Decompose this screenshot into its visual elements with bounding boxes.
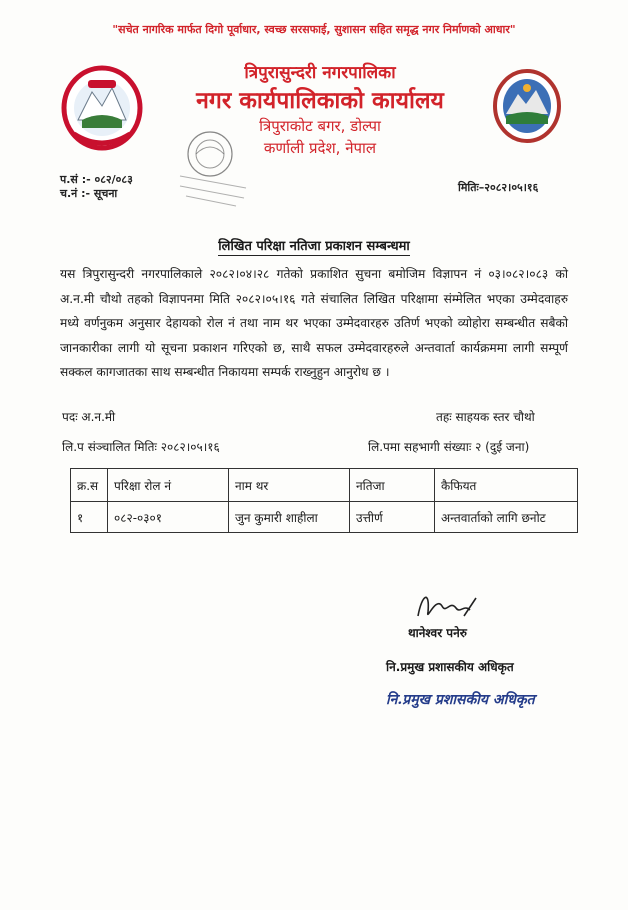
- signatory-title: नि.प्रमुख प्रशासकीय अधिकृत: [386, 660, 514, 674]
- participant-count: लि.पमा सहभागी संख्याः २ (दुई जना): [368, 440, 530, 454]
- notice-subject: लिखित परिक्षा नतिजा प्रकाशन सम्बन्धमा: [218, 239, 410, 254]
- header-result: नतिजा: [350, 469, 435, 502]
- nepal-emblem-icon: [58, 62, 146, 154]
- letter-date: मितिः–२०८२।०५।१६: [458, 181, 539, 194]
- handwritten-signature-icon: [412, 586, 482, 626]
- office-name: नगर कार्यपालिकाको कार्यालय: [196, 88, 444, 114]
- cell-roll: ०८२-०३०१: [108, 502, 229, 533]
- title-stamp: नि.प्रमुख प्रशासकीय अधिकृत: [386, 692, 535, 708]
- dispatch-number: च.नं :- सूचना: [60, 187, 118, 200]
- table-header-row: [71, 469, 578, 502]
- address-line-1: त्रिपुराकोट बगर, डोल्पा: [259, 117, 381, 135]
- notice-body: यस त्रिपुरासुन्दरी नगरपालिकाले २०८२।०४।२८ गतेको प्रकाशित सुचना बमोजिम विज्ञापन नं ०३।०८२।०८३ को अ.न.मी चौथो तहको विज्ञापनमा मिति २०८२।०५।१६ गते संचालित लिखित परिक्षामा संम्मेलित भएका उम्मेदवाहरु मध्ये वर्णनुकम अनुसार देहायको रोल नं तथा नाम थर भएका उम्मेदवारहरु उतिर्ण भएको व्योहोरा सम्बन्धीत सबैको जानकारीका लागी यो सूचना प्रकाशन गरिएको छ, साथै सफल उम्मेदवारहरुले अन्तवार्ता कार्यक्रममा लागी सम्पूर्ण सक्कल कागजातका साथ सम्बन्धीत निकायमा सम्पर्क राख्नुहुन आनुरोध छ ।: [60, 267, 568, 379]
- table-row: [71, 502, 578, 533]
- header-roll: परिक्षा रोल नं: [108, 469, 229, 502]
- post-label: पदः अ.न.मी: [62, 410, 116, 424]
- municipality-motto: "सचेत नागरिक मार्फत दिगो पूर्वाधार, स्वच्छ सरसफाई, सुशासन सहित समृद्ध नगर निर्माणको आधार": [112, 23, 516, 36]
- results-table: [70, 468, 578, 533]
- cell-name: जुन कुमारी शाहीला: [229, 502, 350, 533]
- municipality-name: त्रिपुरासुन्दरी नगरपालिका: [244, 63, 396, 83]
- cell-result: उत्तीर्ण: [350, 502, 435, 533]
- header-serial: क्र.स: [71, 469, 108, 502]
- municipality-logo-icon: [492, 68, 562, 144]
- office-stamp-icon: [176, 124, 256, 220]
- letter-number: प.सं :- ०८२/०८३: [60, 173, 133, 186]
- cell-remarks: अन्तवार्ताको लागि छनोट: [435, 502, 578, 533]
- header-remarks: कैफियत: [435, 469, 578, 502]
- exam-date: लि.प संञ्चालित मितिः २०८२।०५।१६: [62, 440, 220, 454]
- level-label: तहः साहयक स्तर चौथो: [436, 410, 535, 424]
- header-name: नाम थर: [229, 469, 350, 502]
- address-line-2: कर्णाली प्रदेश, नेपाल: [263, 139, 377, 157]
- signatory-name: थानेश्वर पनेरु: [408, 626, 467, 640]
- cell-serial: १: [71, 502, 108, 533]
